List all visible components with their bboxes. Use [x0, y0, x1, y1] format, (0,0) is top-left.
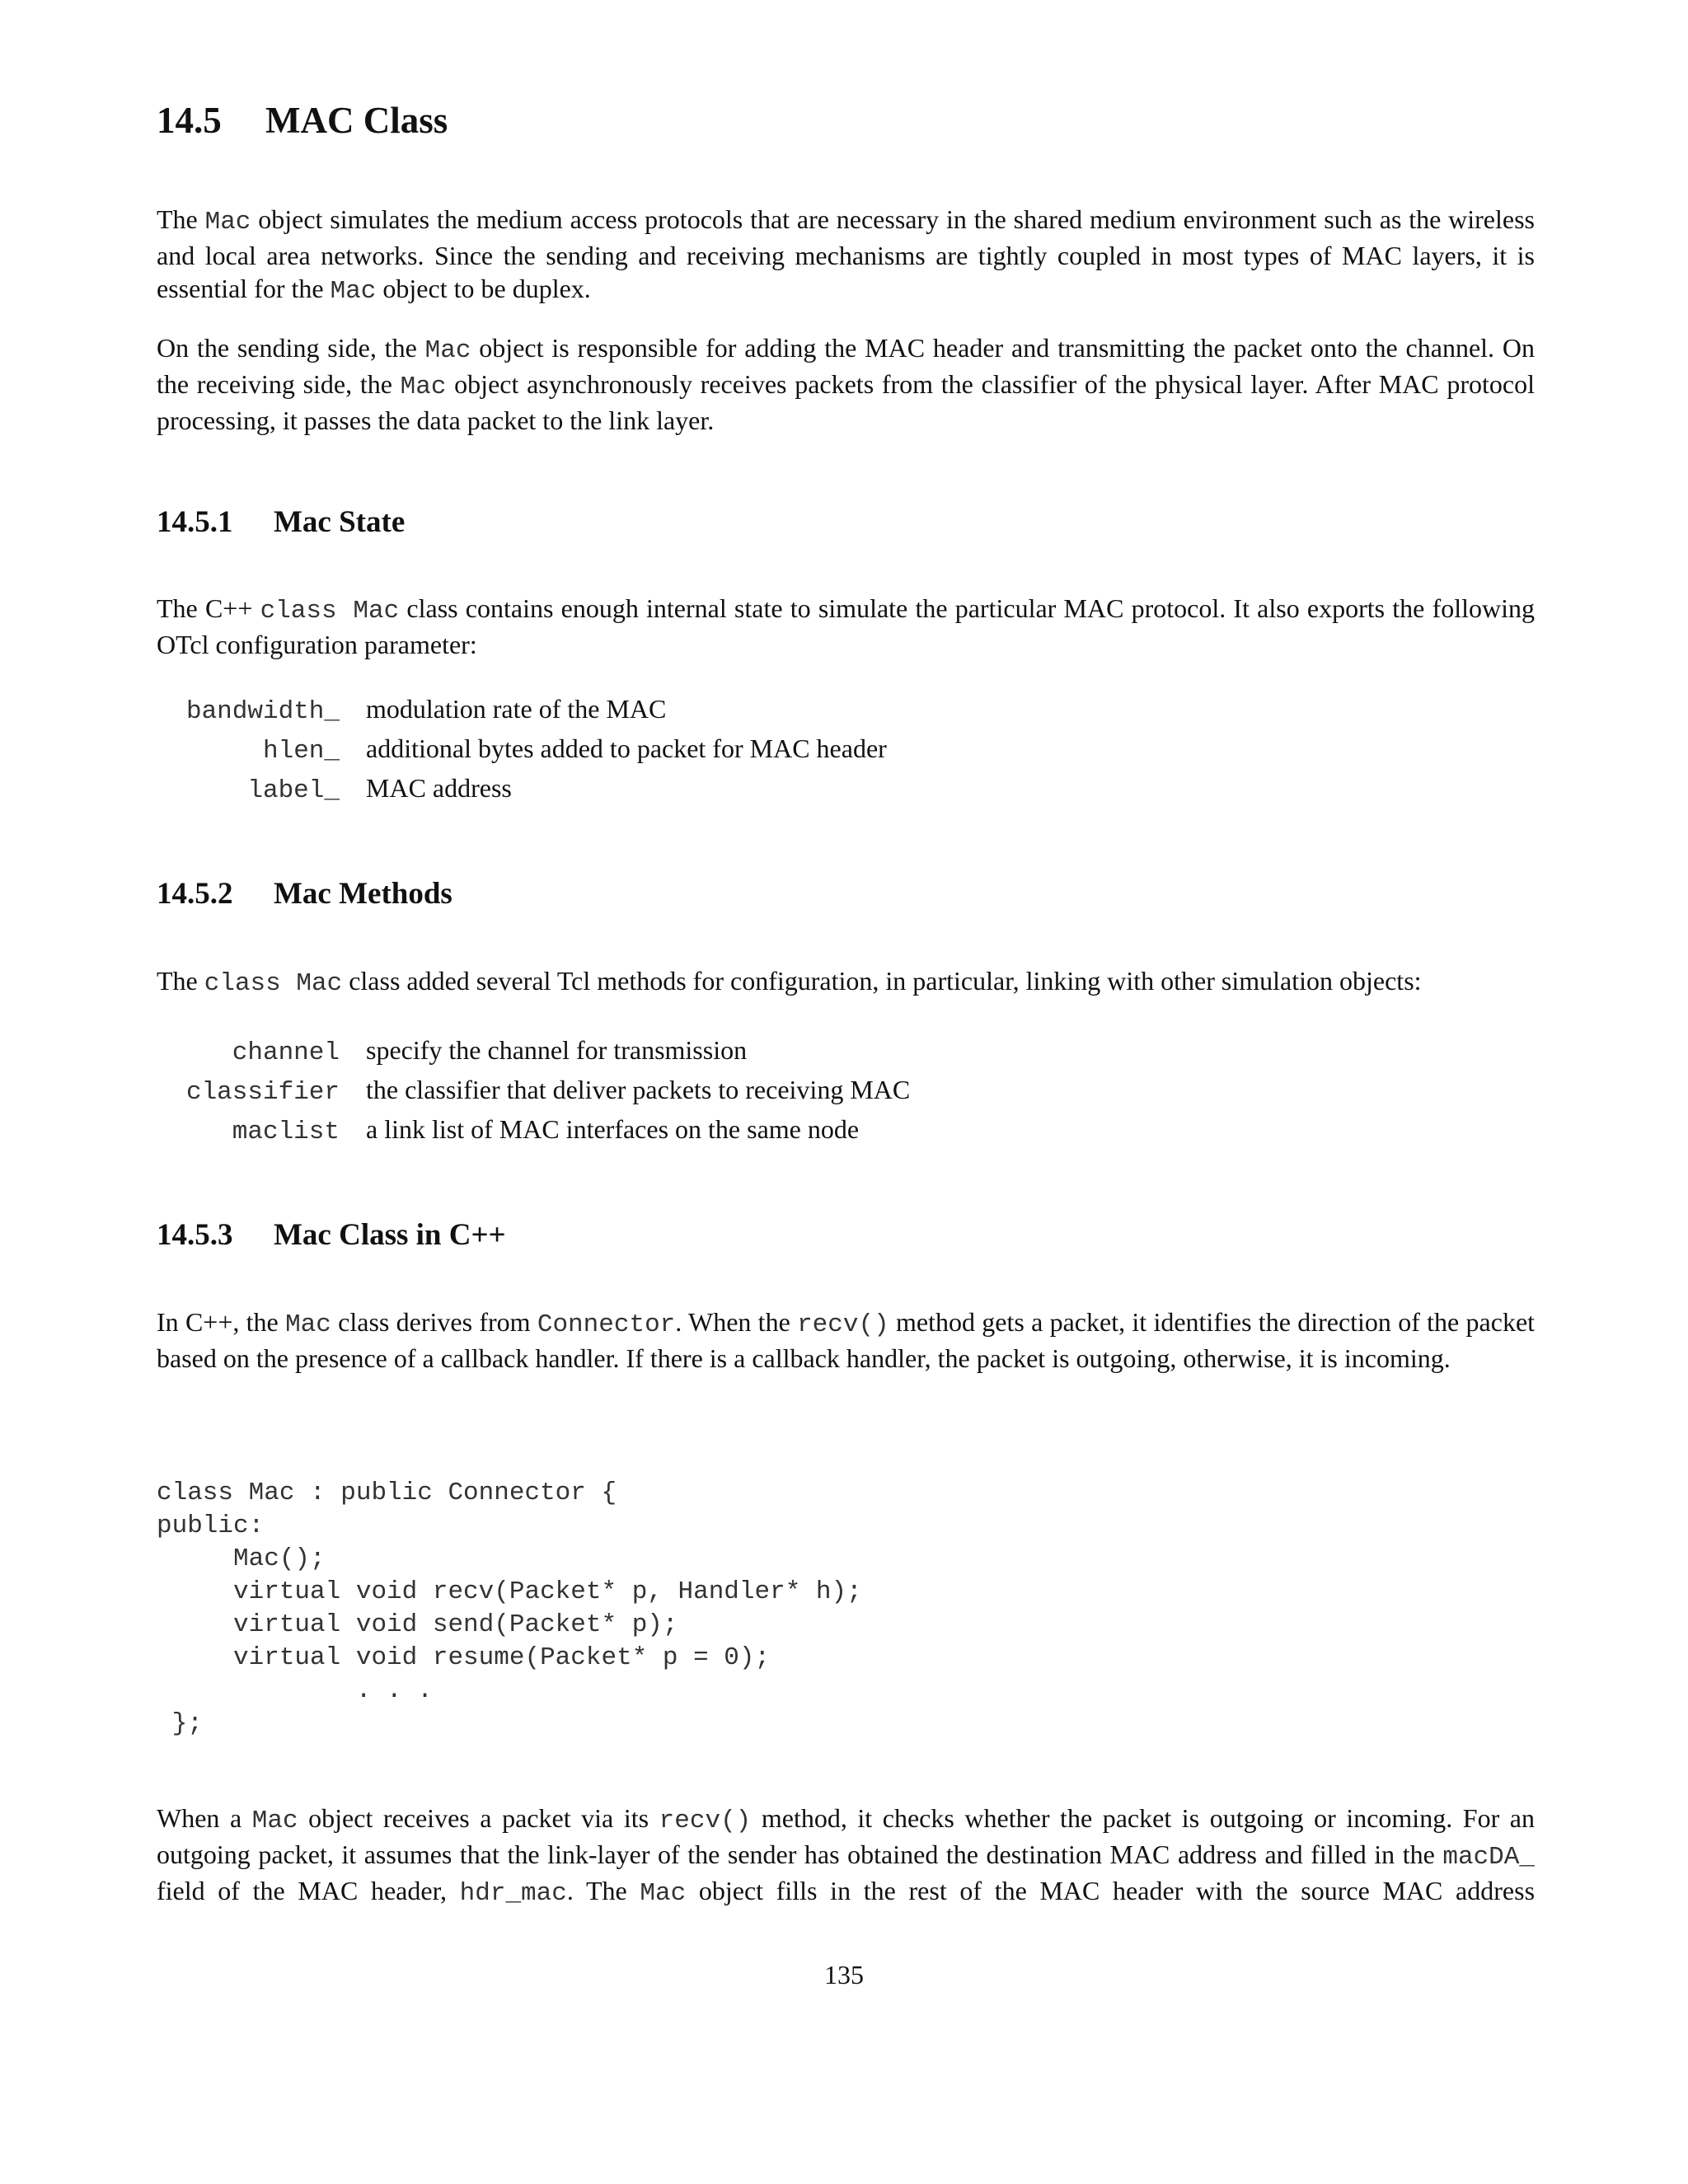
- method-name: maclist: [232, 1118, 340, 1146]
- section-heading: [157, 97, 1535, 143]
- parameter-name: bandwidth_: [185, 697, 340, 726]
- code-recv: recv(): [659, 1807, 752, 1835]
- page-number: 135: [824, 1960, 864, 1990]
- parameter-list: [157, 692, 1146, 811]
- code-hdr-mac: hdr_mac: [459, 1879, 567, 1908]
- code-listing: [157, 1477, 1228, 1741]
- code-line: virtual void send(Packet* p);: [157, 1610, 678, 1639]
- method-description: a link list of MAC interfaces on the same node: [366, 1114, 860, 1144]
- subsection-heading-methods: [157, 875, 1535, 913]
- subsection-heading-state: [157, 504, 1535, 541]
- subsection-title: Mac Methods: [274, 877, 452, 911]
- method-description: specify the channel for transmission: [366, 1035, 748, 1065]
- code-macda: macDA_: [1442, 1843, 1535, 1872]
- subsection-title: Mac State: [274, 505, 406, 539]
- code-mac: Mac: [251, 1807, 298, 1835]
- parameter-description: modulation rate of the MAC: [366, 694, 667, 724]
- code-line: };: [157, 1709, 203, 1738]
- method-name: channel: [232, 1038, 340, 1067]
- code-class-mac: class Mac: [260, 597, 400, 626]
- code-line: public:: [157, 1511, 265, 1540]
- code-mac: Mac: [400, 373, 447, 401]
- parameter-row: [157, 732, 1146, 771]
- parameter-description: MAC address: [366, 773, 512, 803]
- subsection-number: 14.5.3: [157, 1218, 233, 1252]
- parameter-row: [157, 692, 1146, 732]
- code-line: virtual void recv(Packet* p, Handler* h);: [157, 1577, 862, 1606]
- subsection-heading-cpp: [157, 1216, 1535, 1254]
- parameter-name: hlen_: [262, 737, 340, 766]
- method-row: [157, 1033, 1146, 1073]
- code-mac: Mac: [285, 1310, 331, 1339]
- code-line: Mac();: [157, 1544, 326, 1573]
- subsection-title: Mac Class in C++: [274, 1218, 506, 1252]
- subsection-number: 14.5.1: [157, 505, 233, 539]
- intro-paragraph-2: On the sending side, the Mac object is responsible for adding the MAC header and transmitting the packet onto the channel. On the receiving side, the Mac object asynchronously receives packets from the classifier of the physical layer. After MAC protocol processing, it passes the data packet to the link layer.: [157, 333, 1536, 435]
- parameter-description: additional bytes added to packet for MAC header: [366, 733, 887, 763]
- code-mac: Mac: [330, 277, 377, 306]
- method-row: [157, 1113, 1146, 1152]
- code-line: . . .: [157, 1676, 433, 1705]
- section-title: MAC Class: [265, 100, 448, 141]
- methods-paragraph: The class Mac class added several Tcl methods for configuration, in particular, linking with other simulation objects:: [157, 966, 1422, 998]
- code-mac: Mac: [640, 1879, 687, 1908]
- code-mac: Mac: [204, 208, 251, 237]
- method-list: [157, 1033, 1146, 1152]
- method-name: classifier: [185, 1078, 340, 1107]
- section-number: 14.5: [157, 100, 222, 141]
- code-mac: Mac: [424, 336, 471, 365]
- code-recv: recv(): [797, 1310, 889, 1339]
- code-line: class Mac : public Connector {: [157, 1479, 617, 1507]
- code-line: virtual void resume(Packet* p = 0);: [157, 1643, 771, 1672]
- method-row: [157, 1073, 1146, 1113]
- cpp-paragraph-2: When a Mac object receives a packet via its recv() method, it checks whether the packet is outgoing or incoming. For an outgoing packet, it assumes that the link-layer of the sender has obtained the destination MAC address and filled in the macDA_ field of the MAC header, hdr_mac. The Mac object fills in the rest of the MAC header with the source MAC address: [157, 1803, 1536, 1908]
- method-description: the classifier that deliver packets to receiving MAC: [366, 1075, 911, 1104]
- cpp-paragraph-1: In C++, the Mac class derives from Connector. When the recv() method gets a packet, it identifies the direction of the packet based on the presence of a callback handler. If there is a callback handler, the packet is outgoing, otherwise, it is incoming.: [157, 1307, 1536, 1373]
- state-paragraph: The C++ class Mac class contains enough internal state to simulate the particular MAC protocol. It also exports the following OTcl configuration parameter:: [157, 593, 1536, 659]
- intro-paragraph-1: The Mac object simulates the medium access protocols that are necessary in the shared medium environment such as the wireless and local area networks. Since the sending and receiving mechanisms are tightly coupled in most types of MAC layers, it is essential for the Mac object to be duplex.: [157, 204, 1536, 306]
- subsection-number: 14.5.2: [157, 877, 233, 911]
- code-connector: Connector: [537, 1310, 676, 1339]
- parameter-name: label_: [247, 776, 340, 805]
- code-class-mac: class Mac: [204, 969, 343, 998]
- parameter-row: [157, 771, 1146, 811]
